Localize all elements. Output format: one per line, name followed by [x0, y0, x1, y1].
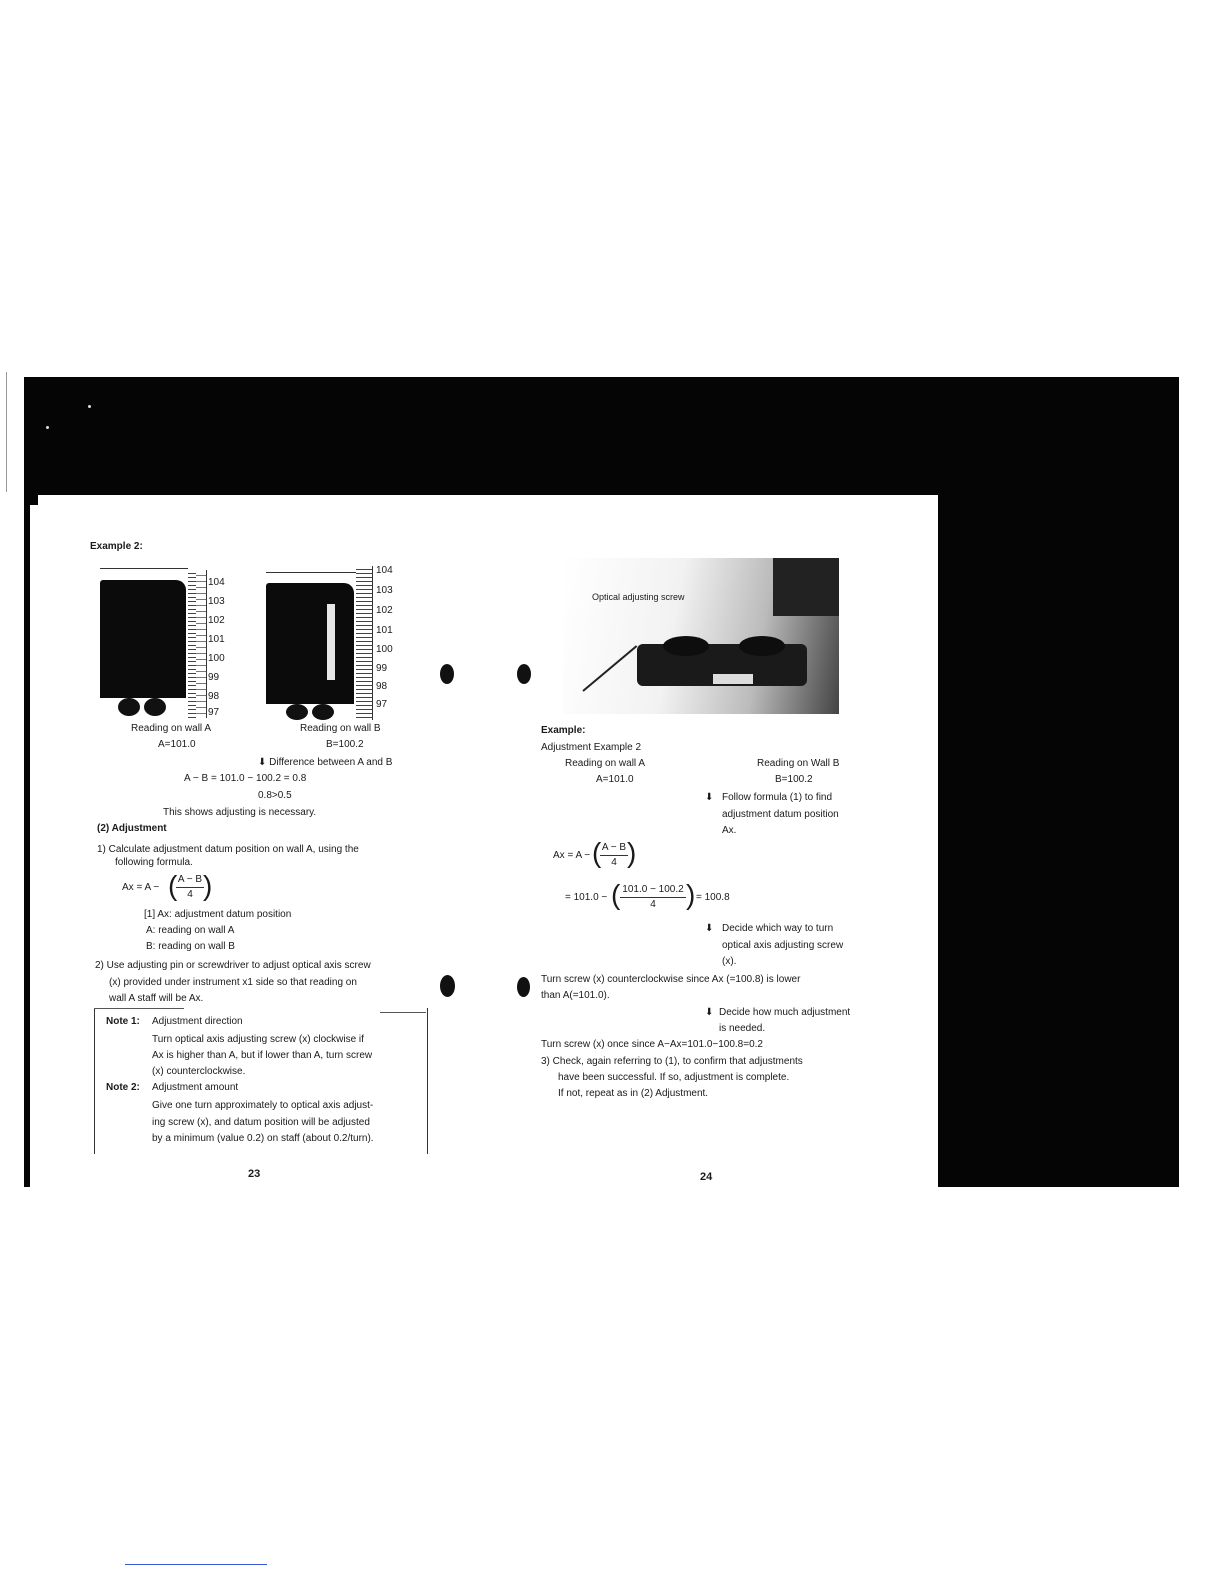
note2-title: Adjustment amount: [152, 1082, 239, 1093]
binder-hole: [517, 977, 530, 997]
scan-dark-band-right: [938, 495, 1179, 1187]
formula-bracket-right: ): [203, 870, 213, 901]
staff-b-tick-label: 101: [376, 625, 393, 636]
wall-b-value: B=100.2: [326, 739, 364, 750]
formula-lhs: Ax = A −: [122, 882, 160, 893]
staff-a-tick-label: 98: [208, 691, 220, 702]
step3-text: If not, repeat as in (2) Adjustment.: [558, 1088, 709, 1099]
definition: [1] Ax: adjustment datum position: [144, 909, 292, 920]
wall-b-value: B=100.2: [775, 774, 813, 785]
decide-amount-text: is needed.: [719, 1023, 766, 1034]
screw-knob: [739, 636, 785, 656]
eq1-bracket-left: (: [592, 837, 602, 868]
staff-b-tick-label: 97: [376, 699, 388, 710]
binder-hole: [517, 664, 531, 684]
box-top-edge: [380, 1012, 426, 1013]
staff-a: [196, 570, 206, 718]
follow-text: Ax.: [722, 825, 737, 836]
scan-speck: [88, 405, 91, 408]
example-heading: Example 2:: [90, 541, 143, 552]
eq1-bracket-right: ): [627, 837, 637, 868]
step1-text: following formula.: [115, 857, 193, 868]
staff-b-tick-label: 98: [376, 681, 388, 692]
section-title: (2) Adjustment: [97, 823, 167, 834]
note2-text: Give one turn approximately to optical axis adjust-: [152, 1100, 374, 1111]
step3-text: have been successful. If so, adjustment is complete.: [558, 1072, 790, 1083]
definition: A: reading on wall A: [146, 925, 235, 936]
formula-bracket-left: (: [168, 870, 178, 901]
instrument-knob: [312, 704, 334, 720]
decide-direction-text: Decide which way to turn: [722, 923, 834, 934]
staff-b-ticks: [356, 566, 373, 720]
staff-b-tick-label: 102: [376, 605, 393, 616]
eq2-result: = 100.8: [696, 892, 730, 903]
decide-direction-text: (x).: [722, 956, 737, 967]
adjusting-screw-photo: [563, 558, 839, 714]
note1-label: Note 1:: [106, 1016, 140, 1027]
turn-direction-text: than A(=101.0).: [541, 990, 610, 1001]
staff-a-tick-label: 102: [208, 615, 225, 626]
wall-a-caption: Reading on wall A: [565, 758, 646, 769]
note2-text: by a minimum (value 0.2) on staff (about 0.2/turn).: [152, 1133, 374, 1144]
eq1-lhs: Ax = A −: [553, 850, 591, 861]
wall-b-illustration: [266, 583, 354, 704]
down-arrow-icon: ⬇: [705, 923, 714, 934]
blue-underline: [125, 1564, 267, 1565]
note1-text: Turn optical axis adjusting screw (x) clockwise if: [152, 1034, 364, 1045]
note1-text: Ax is higher than A, but if lower than A, turn screw: [152, 1050, 373, 1061]
wall-b-caption: Reading on Wall B: [757, 758, 840, 769]
difference-label: Difference between A and B: [269, 757, 393, 768]
eq2-bracket-left: (: [611, 879, 621, 910]
follow-text: Follow formula (1) to find: [722, 792, 833, 803]
screw-knob: [663, 636, 709, 656]
formula-numerator: A − B: [176, 873, 204, 888]
example-subheading: Adjustment Example 2: [541, 742, 642, 753]
eq2-lhs: = 101.0 −: [565, 892, 608, 903]
wall-b-caption: Reading on wall B: [300, 723, 381, 734]
step1-text: 1) Calculate adjustment datum position on wall A, using the: [97, 844, 359, 855]
box-top-edge: [94, 1008, 184, 1009]
note2-label: Note 2:: [106, 1082, 140, 1093]
photo-dark-corner: [773, 558, 839, 616]
instrument-knob: [118, 698, 140, 716]
staff-a-tick-label: 100: [208, 653, 225, 664]
conclusion: This shows adjusting is necessary.: [163, 807, 317, 818]
staff-b-tick-label: 104: [376, 565, 393, 576]
step2-text: 2) Use adjusting pin or screwdriver to adjust optical axis screw: [95, 960, 371, 971]
binder-hole: [440, 975, 455, 997]
staff-a-tick-label: 104: [208, 577, 225, 588]
scan-dark-band-top: [24, 377, 1179, 495]
staff-a-tick-label: 99: [208, 672, 220, 683]
note1-text: (x) counterclockwise.: [152, 1066, 246, 1077]
scan-speck: [46, 426, 49, 429]
down-arrow-icon: ⬇: [705, 1007, 714, 1018]
eq2-numerator: 101.0 − 100.2: [620, 883, 686, 898]
turn-direction-text: Turn screw (x) counterclockwise since Ax (=100.8) is lower: [541, 974, 801, 985]
note1-title: Adjustment direction: [152, 1016, 243, 1027]
eq2-denominator: 4: [650, 899, 656, 910]
example-heading: Example:: [541, 725, 586, 736]
wall-a-value: A=101.0: [596, 774, 634, 785]
wall-a-value: A=101.0: [158, 739, 196, 750]
adjusting-pin: [582, 645, 637, 692]
down-arrow-icon: ⬇: [705, 792, 714, 803]
staff-a-tick-label: 101: [208, 634, 225, 645]
definition: B: reading on wall B: [146, 941, 235, 952]
staff-b-tick-label: 100: [376, 644, 393, 655]
decide-amount-text: Decide how much adjustment: [719, 1007, 851, 1018]
turn-once-text: Turn screw (x) once since A−Ax=101.0−100.8=0.2: [541, 1039, 763, 1050]
decide-direction-text: optical axis adjusting screw: [722, 940, 844, 951]
instrument-knob: [286, 704, 308, 720]
wall-a-caption: Reading on wall A: [131, 723, 212, 734]
staff-b-view: [327, 604, 335, 680]
binder-hole: [440, 664, 454, 684]
staff-a-tick-label: 103: [208, 596, 225, 607]
eq1-numerator: A − B: [600, 841, 628, 856]
staff-a-tick-label: 97: [208, 707, 220, 718]
instrument-knob: [144, 698, 166, 716]
difference-line: [258, 756, 392, 770]
step2-text: (x) provided under instrument x1 side so that reading on: [109, 977, 357, 988]
formula-denominator: 4: [187, 889, 193, 900]
comparison: 0.8>0.5: [258, 790, 292, 801]
base-highlight: [713, 674, 753, 684]
step2-text: wall A staff will be Ax.: [109, 993, 204, 1004]
follow-text: adjustment datum position: [722, 809, 839, 820]
scan-dark-edge-left: [24, 495, 30, 1187]
difference-equation: A − B = 101.0 − 100.2 = 0.8: [184, 773, 307, 784]
eq2-bracket-right: ): [686, 879, 696, 910]
page-number-23: 23: [248, 1168, 261, 1180]
wall-a-illustration: [100, 580, 186, 698]
note2-text: ing screw (x), and datum position will be adjusted: [152, 1117, 370, 1128]
photo-label: Optical adjusting screw: [592, 592, 685, 602]
eq1-denominator: 4: [611, 857, 617, 868]
scan-edge-line: [6, 372, 7, 492]
staff-b-tick-label: 99: [376, 663, 388, 674]
staff-b-tick-label: 103: [376, 585, 393, 596]
down-arrow-icon: ⬇: [258, 757, 267, 768]
page-number-24: 24: [700, 1171, 713, 1183]
step3-text: 3) Check, again referring to (1), to confirm that adjustments: [541, 1056, 803, 1067]
